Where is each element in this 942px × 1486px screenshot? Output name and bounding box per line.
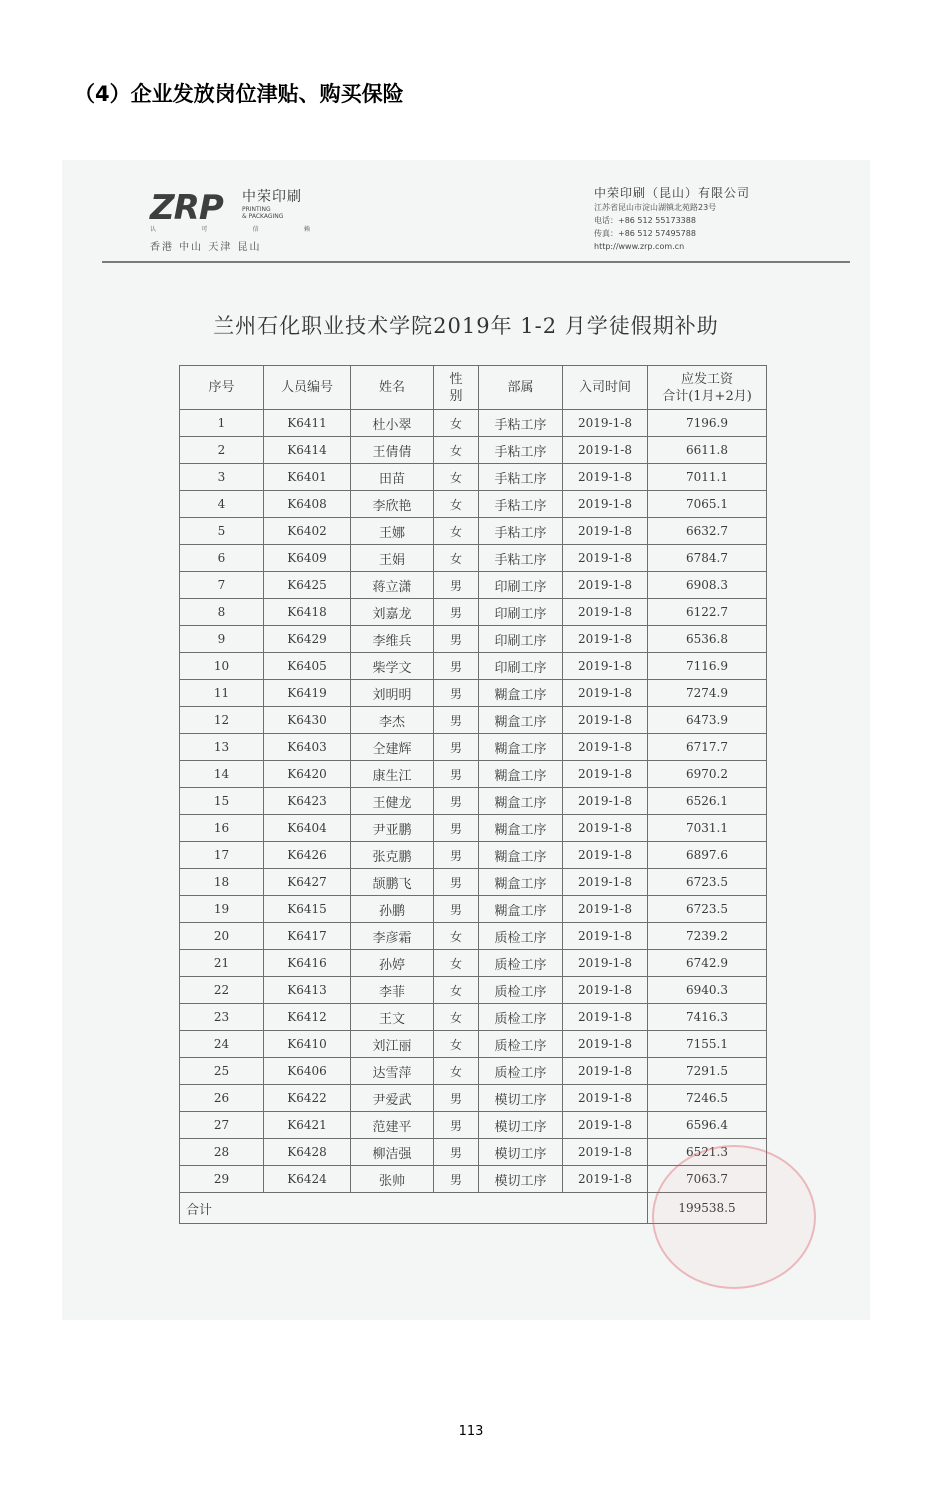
motto-char: 赖 xyxy=(303,226,310,233)
cell-gender: 男 xyxy=(434,1139,479,1166)
cell-date: 2019-1-8 xyxy=(563,923,648,950)
cell-name: 王文 xyxy=(351,1004,434,1031)
cell-id: K6418 xyxy=(264,599,351,626)
cell-gender: 男 xyxy=(434,626,479,653)
cell-name: 尹亚鹏 xyxy=(351,815,434,842)
cell-date: 2019-1-8 xyxy=(563,1031,648,1058)
motto-char: 可 xyxy=(201,226,208,233)
table-row xyxy=(180,734,767,761)
cell-no: 15 xyxy=(180,788,264,815)
logo-chinese-name: 中荣印刷 xyxy=(242,189,302,205)
logo-cities: 香港 中山 天津 昆山 xyxy=(150,242,262,253)
cell-date: 2019-1-8 xyxy=(563,1112,648,1139)
cell-gender: 男 xyxy=(434,572,479,599)
cell-name: 李杰 xyxy=(351,707,434,734)
document-title: 兰州石化职业技术学院2019年 1-2 月学徒假期补助 xyxy=(213,314,719,338)
cell-name: 范建平 xyxy=(351,1112,434,1139)
cell-id: K6428 xyxy=(264,1139,351,1166)
cell-dept: 模切工序 xyxy=(479,1139,563,1166)
cell-date: 2019-1-8 xyxy=(563,788,648,815)
cell-date: 2019-1-8 xyxy=(563,815,648,842)
cell-id: K6417 xyxy=(264,923,351,950)
cell-dept: 模切工序 xyxy=(479,1166,563,1193)
table-row xyxy=(180,869,767,896)
company-website: http://www.zrp.com.cn xyxy=(594,242,685,251)
cell-gender: 女 xyxy=(434,545,479,572)
cell-pay: 6536.8 xyxy=(648,626,767,653)
cell-no: 22 xyxy=(180,977,264,1004)
cell-id: K6427 xyxy=(264,869,351,896)
cell-id: K6408 xyxy=(264,491,351,518)
allowance-table xyxy=(179,365,767,1224)
cell-gender: 女 xyxy=(434,437,479,464)
cell-pay: 6122.7 xyxy=(648,599,767,626)
cell-dept: 印刷工序 xyxy=(479,626,563,653)
cell-no: 4 xyxy=(180,491,264,518)
cell-gender: 女 xyxy=(434,1031,479,1058)
cell-gender: 女 xyxy=(434,491,479,518)
cell-id: K6416 xyxy=(264,950,351,977)
cell-dept: 质检工序 xyxy=(479,1004,563,1031)
cell-no: 25 xyxy=(180,1058,264,1085)
cell-id: K6414 xyxy=(264,437,351,464)
cell-id: K6411 xyxy=(264,410,351,437)
cell-gender: 男 xyxy=(434,680,479,707)
cell-pay: 6940.3 xyxy=(648,977,767,1004)
cell-date: 2019-1-8 xyxy=(563,545,648,572)
cell-no: 27 xyxy=(180,1112,264,1139)
motto-char: 认 xyxy=(150,226,157,233)
cell-gender: 女 xyxy=(434,410,479,437)
cell-dept: 印刷工序 xyxy=(479,572,563,599)
cell-name: 颉鹏飞 xyxy=(351,869,434,896)
cell-id: K6405 xyxy=(264,653,351,680)
cell-date: 2019-1-8 xyxy=(563,1004,648,1031)
cell-dept: 手粘工序 xyxy=(479,410,563,437)
cell-name: 李彦霜 xyxy=(351,923,434,950)
table-row xyxy=(180,788,767,815)
header-id: 人员编号 xyxy=(264,366,351,410)
cell-pay: 7011.1 xyxy=(648,464,767,491)
table-row xyxy=(180,1085,767,1112)
table-row xyxy=(180,815,767,842)
cell-dept: 糊盒工序 xyxy=(479,815,563,842)
cell-pay: 6723.5 xyxy=(648,896,767,923)
cell-dept: 质检工序 xyxy=(479,923,563,950)
cell-date: 2019-1-8 xyxy=(563,572,648,599)
cell-gender: 女 xyxy=(434,977,479,1004)
table-row xyxy=(180,1004,767,1031)
cell-gender: 男 xyxy=(434,815,479,842)
header-pay xyxy=(648,366,767,410)
cell-gender: 女 xyxy=(434,464,479,491)
cell-gender: 女 xyxy=(434,1004,479,1031)
table-row xyxy=(180,1031,767,1058)
company-seal xyxy=(652,1145,816,1289)
table-row xyxy=(180,707,767,734)
cell-no: 14 xyxy=(180,761,264,788)
header-gender-line-1: 性 xyxy=(449,371,463,387)
cell-id: K6419 xyxy=(264,680,351,707)
cell-dept: 手粘工序 xyxy=(479,437,563,464)
cell-no: 19 xyxy=(180,896,264,923)
cell-dept: 糊盒工序 xyxy=(479,842,563,869)
cell-id: K6413 xyxy=(264,977,351,1004)
table-row xyxy=(180,410,767,437)
table-row xyxy=(180,572,767,599)
company-phone: 电话：+86 512 55173388 xyxy=(594,216,696,225)
cell-dept: 模切工序 xyxy=(479,1112,563,1139)
cell-date: 2019-1-8 xyxy=(563,842,648,869)
table-row xyxy=(180,626,767,653)
cell-id: K6415 xyxy=(264,896,351,923)
cell-no: 12 xyxy=(180,707,264,734)
cell-no: 11 xyxy=(180,680,264,707)
cell-dept: 模切工序 xyxy=(479,1085,563,1112)
cell-date: 2019-1-8 xyxy=(563,410,648,437)
cell-gender: 女 xyxy=(434,950,479,977)
cell-no: 13 xyxy=(180,734,264,761)
cell-name: 张克鹏 xyxy=(351,842,434,869)
cell-id: K6430 xyxy=(264,707,351,734)
cell-pay: 6632.7 xyxy=(648,518,767,545)
cell-dept: 手粘工序 xyxy=(479,464,563,491)
cell-date: 2019-1-8 xyxy=(563,950,648,977)
table-row xyxy=(180,761,767,788)
cell-name: 李维兵 xyxy=(351,626,434,653)
cell-date: 2019-1-8 xyxy=(563,761,648,788)
company-address: 江苏省昆山市淀山湖镇北苑路23号 xyxy=(594,203,717,212)
table-row xyxy=(180,491,767,518)
cell-date: 2019-1-8 xyxy=(563,1166,648,1193)
cell-no: 6 xyxy=(180,545,264,572)
cell-gender: 男 xyxy=(434,1085,479,1112)
cell-name: 孙婷 xyxy=(351,950,434,977)
cell-dept: 手粘工序 xyxy=(479,491,563,518)
cell-date: 2019-1-8 xyxy=(563,464,648,491)
cell-id: K6424 xyxy=(264,1166,351,1193)
header-no: 序号 xyxy=(180,366,264,410)
header-gender-line-2: 别 xyxy=(449,388,463,404)
table-row xyxy=(180,599,767,626)
cell-dept: 糊盒工序 xyxy=(479,734,563,761)
motto-char: 信 xyxy=(252,226,259,233)
cell-name: 王娜 xyxy=(351,518,434,545)
cell-dept: 印刷工序 xyxy=(479,599,563,626)
cell-dept: 糊盒工序 xyxy=(479,896,563,923)
cell-date: 2019-1-8 xyxy=(563,734,648,761)
cell-id: K6429 xyxy=(264,626,351,653)
table-row xyxy=(180,518,767,545)
cell-gender: 男 xyxy=(434,1112,479,1139)
letterhead-divider xyxy=(102,261,850,263)
cell-pay: 7274.9 xyxy=(648,680,767,707)
letterhead xyxy=(150,182,846,266)
cell-name: 柳洁强 xyxy=(351,1139,434,1166)
cell-dept: 手粘工序 xyxy=(479,545,563,572)
cell-id: K6423 xyxy=(264,788,351,815)
cell-id: K6425 xyxy=(264,572,351,599)
cell-pay: 7196.9 xyxy=(648,410,767,437)
cell-name: 柴学文 xyxy=(351,653,434,680)
cell-name: 王倩倩 xyxy=(351,437,434,464)
logo-english-name xyxy=(242,206,312,220)
table-row xyxy=(180,842,767,869)
cell-pay: 6742.9 xyxy=(648,950,767,977)
table-row xyxy=(180,653,767,680)
cell-id: K6406 xyxy=(264,1058,351,1085)
cell-dept: 糊盒工序 xyxy=(479,788,563,815)
cell-name: 王健龙 xyxy=(351,788,434,815)
cell-pay: 6611.8 xyxy=(648,437,767,464)
total-value: 199538.5 xyxy=(648,1193,767,1224)
cell-dept: 糊盒工序 xyxy=(479,869,563,896)
cell-date: 2019-1-8 xyxy=(563,1085,648,1112)
company-name: 中荣印刷（昆山）有限公司 xyxy=(594,186,751,200)
cell-name: 李菲 xyxy=(351,977,434,1004)
cell-date: 2019-1-8 xyxy=(563,680,648,707)
table-row xyxy=(180,923,767,950)
table-row xyxy=(180,545,767,572)
cell-dept: 糊盒工序 xyxy=(479,680,563,707)
header-name: 姓名 xyxy=(351,366,434,410)
logo-mark: ZRP xyxy=(150,188,223,228)
cell-pay: 7063.7 xyxy=(648,1166,767,1193)
cell-pay: 6784.7 xyxy=(648,545,767,572)
cell-gender: 女 xyxy=(434,923,479,950)
cell-id: K6421 xyxy=(264,1112,351,1139)
cell-name: 尹爱武 xyxy=(351,1085,434,1112)
cell-id: K6422 xyxy=(264,1085,351,1112)
cell-gender: 男 xyxy=(434,734,479,761)
cell-date: 2019-1-8 xyxy=(563,599,648,626)
cell-gender: 男 xyxy=(434,896,479,923)
cell-name: 刘明明 xyxy=(351,680,434,707)
header-pay-line-1: 应发工资 xyxy=(680,371,733,387)
table-row xyxy=(180,680,767,707)
cell-id: K6409 xyxy=(264,545,351,572)
cell-no: 8 xyxy=(180,599,264,626)
cell-no: 10 xyxy=(180,653,264,680)
cell-gender: 男 xyxy=(434,653,479,680)
cell-no: 26 xyxy=(180,1085,264,1112)
cell-pay: 7155.1 xyxy=(648,1031,767,1058)
company-fax: 传真：+86 512 57495788 xyxy=(594,229,696,238)
cell-date: 2019-1-8 xyxy=(563,437,648,464)
cell-name: 刘嘉龙 xyxy=(351,599,434,626)
cell-id: K6420 xyxy=(264,761,351,788)
cell-pay: 6717.7 xyxy=(648,734,767,761)
cell-name: 仝建辉 xyxy=(351,734,434,761)
header-gender xyxy=(434,366,479,410)
cell-date: 2019-1-8 xyxy=(563,707,648,734)
cell-name: 杜小翠 xyxy=(351,410,434,437)
header-date: 入司时间 xyxy=(563,366,648,410)
cell-no: 24 xyxy=(180,1031,264,1058)
header-pay-line-2: 合计(1月+2月) xyxy=(662,388,752,404)
table-row xyxy=(180,464,767,491)
cell-pay: 7291.5 xyxy=(648,1058,767,1085)
cell-date: 2019-1-8 xyxy=(563,626,648,653)
cell-date: 2019-1-8 xyxy=(563,491,648,518)
logo-english-line-2: & PACKAGING xyxy=(242,213,284,220)
cell-no: 9 xyxy=(180,626,264,653)
section-heading: （4）企业发放岗位津贴、购买保险 xyxy=(74,82,404,106)
cell-dept: 糊盒工序 xyxy=(479,707,563,734)
cell-id: K6410 xyxy=(264,1031,351,1058)
cell-no: 3 xyxy=(180,464,264,491)
cell-date: 2019-1-8 xyxy=(563,653,648,680)
cell-name: 蒋立潇 xyxy=(351,572,434,599)
cell-id: K6404 xyxy=(264,815,351,842)
cell-pay: 6521.3 xyxy=(648,1139,767,1166)
cell-no: 29 xyxy=(180,1166,264,1193)
cell-name: 李欣艳 xyxy=(351,491,434,518)
cell-name: 康生江 xyxy=(351,761,434,788)
cell-name: 田苗 xyxy=(351,464,434,491)
table-header-row xyxy=(180,366,767,410)
cell-pay: 6723.5 xyxy=(648,869,767,896)
cell-pay: 7416.3 xyxy=(648,1004,767,1031)
cell-no: 1 xyxy=(180,410,264,437)
table-row xyxy=(180,950,767,977)
table-row xyxy=(180,1139,767,1166)
company-logo xyxy=(150,182,350,266)
cell-pay: 6596.4 xyxy=(648,1112,767,1139)
cell-no: 2 xyxy=(180,437,264,464)
cell-name: 王娟 xyxy=(351,545,434,572)
cell-no: 23 xyxy=(180,1004,264,1031)
table-row xyxy=(180,896,767,923)
cell-id: K6401 xyxy=(264,464,351,491)
table-body xyxy=(180,410,767,1193)
cell-dept: 质检工序 xyxy=(479,1058,563,1085)
table-row xyxy=(180,1058,767,1085)
cell-no: 5 xyxy=(180,518,264,545)
cell-dept: 印刷工序 xyxy=(479,653,563,680)
table-row xyxy=(180,437,767,464)
cell-dept: 质检工序 xyxy=(479,977,563,1004)
company-info xyxy=(594,184,854,253)
cell-pay: 7065.1 xyxy=(648,491,767,518)
cell-name: 张帅 xyxy=(351,1166,434,1193)
cell-no: 28 xyxy=(180,1139,264,1166)
cell-gender: 男 xyxy=(434,761,479,788)
cell-pay: 7031.1 xyxy=(648,815,767,842)
cell-gender: 男 xyxy=(434,599,479,626)
cell-gender: 女 xyxy=(434,518,479,545)
cell-pay: 6908.3 xyxy=(648,572,767,599)
page-number: 113 xyxy=(458,1424,484,1439)
cell-date: 2019-1-8 xyxy=(563,869,648,896)
total-label: 合计 xyxy=(180,1193,648,1224)
logo-english-line-1: PRINTING xyxy=(242,206,271,213)
cell-name: 达雪萍 xyxy=(351,1058,434,1085)
cell-date: 2019-1-8 xyxy=(563,1139,648,1166)
cell-date: 2019-1-8 xyxy=(563,518,648,545)
cell-pay: 7246.5 xyxy=(648,1085,767,1112)
cell-id: K6412 xyxy=(264,1004,351,1031)
cell-pay: 7239.2 xyxy=(648,923,767,950)
cell-no: 16 xyxy=(180,815,264,842)
table-row xyxy=(180,977,767,1004)
cell-dept: 质检工序 xyxy=(479,950,563,977)
header-dept: 部属 xyxy=(479,366,563,410)
cell-dept: 手粘工序 xyxy=(479,518,563,545)
cell-gender: 男 xyxy=(434,788,479,815)
cell-id: K6403 xyxy=(264,734,351,761)
cell-gender: 女 xyxy=(434,1058,479,1085)
cell-gender: 男 xyxy=(434,1166,479,1193)
cell-name: 孙鹏 xyxy=(351,896,434,923)
cell-date: 2019-1-8 xyxy=(563,977,648,1004)
cell-date: 2019-1-8 xyxy=(563,1058,648,1085)
cell-no: 7 xyxy=(180,572,264,599)
cell-gender: 男 xyxy=(434,707,479,734)
cell-pay: 6970.2 xyxy=(648,761,767,788)
cell-no: 21 xyxy=(180,950,264,977)
cell-date: 2019-1-8 xyxy=(563,896,648,923)
cell-pay: 6473.9 xyxy=(648,707,767,734)
cell-dept: 糊盒工序 xyxy=(479,761,563,788)
cell-gender: 男 xyxy=(434,869,479,896)
logo-motto xyxy=(150,224,310,233)
scanned-document xyxy=(62,160,870,1320)
cell-pay: 7116.9 xyxy=(648,653,767,680)
cell-dept: 质检工序 xyxy=(479,1031,563,1058)
cell-gender: 男 xyxy=(434,842,479,869)
cell-id: K6402 xyxy=(264,518,351,545)
cell-no: 18 xyxy=(180,869,264,896)
cell-id: K6426 xyxy=(264,842,351,869)
cell-name: 刘江丽 xyxy=(351,1031,434,1058)
cell-no: 20 xyxy=(180,923,264,950)
cell-pay: 6897.6 xyxy=(648,842,767,869)
cell-no: 17 xyxy=(180,842,264,869)
table-row xyxy=(180,1112,767,1139)
cell-pay: 6526.1 xyxy=(648,788,767,815)
